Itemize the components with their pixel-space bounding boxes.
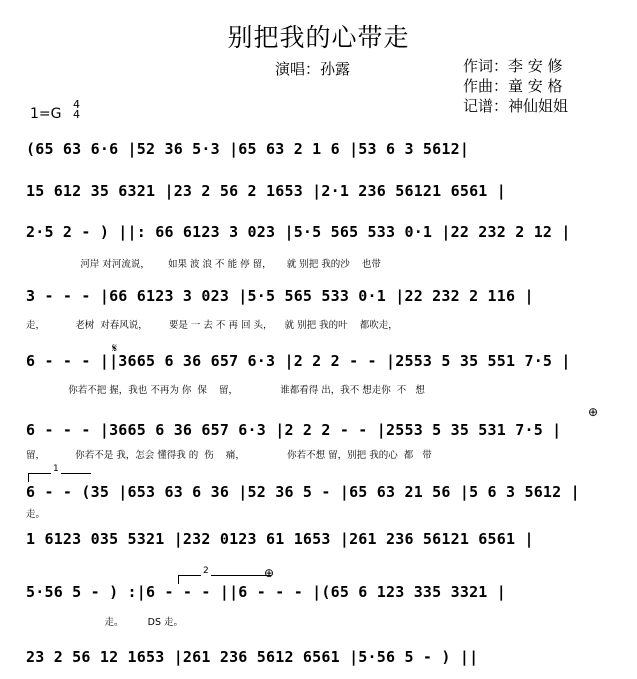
score-line-3: 2·5 2 - ) ||: 66 6123 3 023 |5·5 565 533 0·1 |22 232 2 12 | xyxy=(26,223,571,241)
volta-number-2: 2 xyxy=(203,566,209,576)
singer-credit: 演唱：孙露 xyxy=(275,60,351,78)
coda-mark-2: ⊕ xyxy=(264,566,275,580)
time-signature xyxy=(73,100,80,120)
transcriber-credit: 记谱：神仙姐姐 xyxy=(463,97,569,115)
score-line-1: (65 63 6·6 |52 36 5·3 |65 63 2 1 6 |53 6 3 5612| xyxy=(26,140,470,158)
lyric-line-5: 你若不把 握，我也 不再为 你 保 留， 谁都看得 出，我不 想走你 不 想 xyxy=(26,385,425,396)
lyric-line-3: 河岸 对河流说， 如果 波 浪 不 能 停 留， 就 别把 我的沙 也带 xyxy=(26,259,381,270)
score-line-9: 5·56 5 - ) :|6 - - - ||6 - - - |(65 6 123 335 3321 | xyxy=(26,583,506,601)
score-line-5: 6 - - - ||3665 6 36 657 6·3 |2 2 2 - - |2553 5 35 551 7·5 | xyxy=(26,352,571,370)
segno-mark: 𝄋 xyxy=(112,341,118,355)
score-line-6: 6 - - - |3665 6 36 657 6·3 |2 2 2 - - |2553 5 35 531 7·5 | xyxy=(26,421,562,439)
meter-top: 4 xyxy=(73,98,80,111)
credits-block xyxy=(463,56,568,116)
score-line-7: 6 - - (35 |653 63 6 36 |52 36 5 - |65 63 21 56 |5 6 3 5612 | xyxy=(26,483,580,501)
lyric-line-6: 留， 你若不是 我，怎会 懂得我 的 伤 痛， 你若不想 留，别把 我的心 都 带 xyxy=(26,450,432,461)
lyric-line-4: 走， 老树 对春风说， 要是 一 去 不 再 回 头， 就 别把 我的叶 都吹走， xyxy=(26,320,398,331)
composer-credit: 作曲：童 安 格 xyxy=(463,77,563,95)
lyric-line-7: 走。 xyxy=(26,509,46,520)
score-line-8: 1 6123 035 5321 |232 0123 61 1653 |261 236 56121 6561 | xyxy=(26,530,534,548)
coda-mark-1: ⊕ xyxy=(588,405,599,419)
key-signature: 1=G xyxy=(30,106,62,122)
lyric-line-9: 走。 DS 走。 xyxy=(26,617,184,628)
volta-number-1: 1 xyxy=(53,464,59,474)
score-line-2: 15 612 35 6321 |23 2 56 2 1653 |2·1 236 56121 6561 | xyxy=(26,182,506,200)
score-line-10: 23 2 56 12 1653 |261 236 5612 6561 |5·56 5 - ) || xyxy=(26,648,479,666)
song-title: 别把我的心带走 xyxy=(227,23,410,52)
lyricist-credit: 作词：李 安 修 xyxy=(463,57,563,75)
meter-bottom: 4 xyxy=(73,108,80,121)
volta-bracket-1 xyxy=(28,464,91,482)
score-line-4: 3 - - - |66 6123 3 023 |5·5 565 533 0·1 |22 232 2 116 | xyxy=(26,287,534,305)
